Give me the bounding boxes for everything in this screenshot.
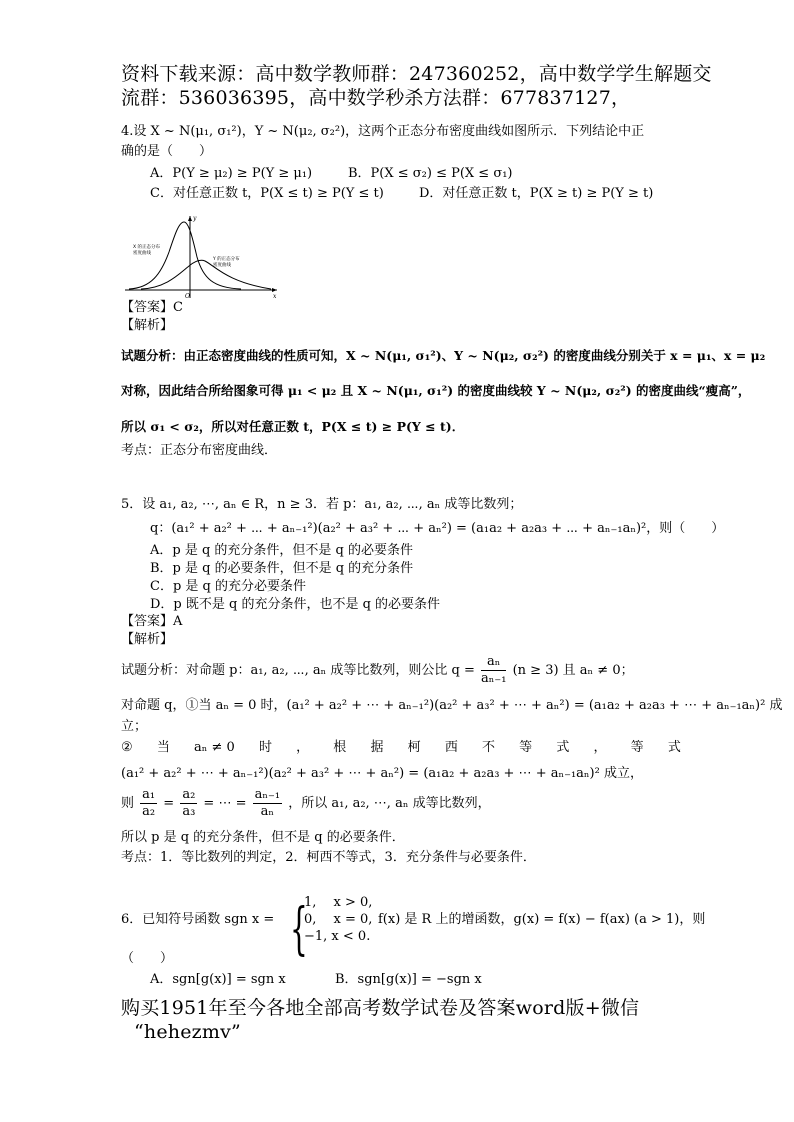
- q5-a1-pre: 试题分析：对命题 p：a₁, a₂, ⋯, aₙ 成等比数列，则公比 q =: [121, 663, 475, 678]
- q4-kaodian: 考点：正态分布密度曲线．: [121, 443, 278, 458]
- footer-line-2: “hehezmv”: [134, 1021, 241, 1043]
- q6-option-b: B．sgn[g(x)] = −sgn x: [335, 972, 482, 987]
- q5-fraction-2: [180, 787, 197, 820]
- q5-a4-part: 西: [444, 740, 458, 755]
- q4-analysis-line-3: 所以 σ₁ < σ₂，所以对任意正数 t，P(X ≤ t) ≥ P(Y ≤ t)．: [121, 419, 465, 434]
- q4-analysis-title: 【解析】: [121, 318, 174, 333]
- q5-a4-part: 柯: [407, 740, 421, 755]
- q5-a4-part: 时: [258, 740, 272, 755]
- q5-eq-2: = ⋯ =: [203, 796, 247, 811]
- graph-label-x-1: X 的正态分布: [133, 245, 161, 250]
- graph-label-y-1: Y 的正态分布: [213, 257, 240, 262]
- q5-a4-part: ②: [121, 740, 133, 755]
- q5-fraction-1-denominator: a₂: [142, 804, 156, 819]
- q5-analysis-line-6: [121, 787, 491, 821]
- normal-density-graph: [121, 212, 281, 302]
- q5-a6-post: ，所以 a₁, a₂, ⋯, aₙ 成等比数列，: [288, 796, 491, 811]
- q6-stem-pre: 6．已知符号函数 sgn x =: [121, 912, 275, 927]
- q5-analysis-line-5: (a₁² + a₂² + ⋯ + aₙ₋₁²)(a₂² + a₃² + ⋯ + aₙ²) = (a₁a₂ + a₂a₃ + ⋯ + aₙ₋₁aₙ)² 成立，: [121, 766, 643, 781]
- q6-paren: （ ）: [121, 951, 174, 966]
- q5-a4-part: ，: [296, 740, 310, 755]
- q4-answer: 【答案】C: [121, 300, 183, 315]
- q5-a4-part: 根: [333, 740, 347, 755]
- q4-stem-line-2: 确的是（ ）: [121, 144, 213, 159]
- q5-a1-post: (n ≥ 3) 且 aₙ ≠ 0；: [512, 663, 634, 678]
- q5-fraction-2-numerator: a₂: [182, 787, 196, 802]
- q6-option-a: A．sgn[g(x)] = sgn x: [150, 972, 286, 987]
- q4-option-a: A．P(Y ≥ μ₂) ≥ P(Y ≥ μ₁): [150, 166, 313, 181]
- q5-eq-1: =: [163, 796, 175, 811]
- q6-stem-post: f(x) 是 R 上的增函数，g(x) = f(x) − f(ax) (a > 1)，则: [378, 912, 706, 927]
- q6-piecewise-brace: {: [290, 897, 308, 962]
- q4-analysis-line-1: 试题分析：由正态密度曲线的性质可知，X ~ N(μ₁, σ₁²)、Y ~ N(μ₂, σ₂²) 的密度曲线分别关于 x = μ₁、x = μ₂: [121, 348, 766, 363]
- q4-option-b: B．P(X ≤ σ₂) ≤ P(X ≤ σ₁): [348, 166, 513, 181]
- graph-origin-label: O: [185, 293, 190, 300]
- q5-a4-part: 式: [667, 740, 681, 755]
- q5-ratio-numerator: aₙ: [481, 654, 506, 671]
- q5-a4-part: 等: [630, 740, 644, 755]
- x-axis-arrow: [272, 288, 277, 292]
- q5-option-d: D．p 既不是 q 的充分条件，也不是 q 的必要条件: [150, 597, 441, 612]
- q5-fraction-1: [140, 787, 157, 820]
- q5-ratio-denominator: aₙ₋₁: [481, 671, 507, 686]
- q5-analysis-line-7: 所以 p 是 q 的充分条件，但不是 q 的必要条件．: [121, 830, 405, 845]
- graph-label-y-2: 密度曲线: [213, 263, 231, 268]
- q5-a6-pre: 则: [121, 796, 135, 811]
- q6-piece-2: 0, x = 0,: [304, 912, 373, 927]
- q5-a4-part: 等: [519, 740, 533, 755]
- q4-analysis-line-2: 对称，因此结合所给图象可得 μ₁ < μ₂ 且 X ~ N(μ₁, σ₁²) 的密度曲线较 Y ~ N(μ₂, σ₂²) 的密度曲线“瘦高”，: [121, 383, 751, 398]
- q5-stem-line-1: 5．设 a₁, a₂, ⋯, aₙ ∈ R，n ≥ 3．若 p：a₁, a₂, ⋯, aₙ 成等比数列；: [121, 497, 523, 512]
- q5-option-b: B．p 是 q 的必要条件，但不是 q 的充分条件: [150, 561, 414, 576]
- q4-option-d: D．对任意正数 t，P(X ≥ t) ≥ P(Y ≥ t): [419, 186, 654, 201]
- q5-fraction-3-numerator: aₙ₋₁: [254, 787, 281, 802]
- q4-stem-line-1: 4.设 X ~ N(μ₁, σ₁²)，Y ~ N(μ₂, σ₂²)，这两个正态分布密度曲线如图所示．下列结论中正: [121, 124, 645, 139]
- q5-analysis-title: 【解析】: [121, 632, 174, 647]
- q5-option-c: C．p 是 q 的充分必要条件: [150, 579, 306, 594]
- q6-piece-3: −1, x < 0.: [304, 929, 371, 944]
- q5-fraction-3-denominator: aₙ: [260, 804, 275, 819]
- graph-label-x-2: 密度曲线: [133, 251, 151, 256]
- q5-fraction-1-numerator: a₁: [142, 787, 156, 802]
- q5-answer: 【答案】A: [121, 614, 183, 629]
- q5-kaodian: 考点：1．等比数列的判定，2．柯西不等式，3．充分条件与必要条件．: [121, 850, 536, 865]
- q5-stem-line-2: q：(a₁² + a₂² + ⋯ + aₙ₋₁²)(a₂² + a₃² + ⋯ + aₙ²) = (a₁a₂ + a₂a₃ + ⋯ + aₙ₋₁aₙ)²，则（ ）: [150, 521, 725, 536]
- q5-a4-part: 不: [481, 740, 495, 755]
- graph-axis-x-label: x: [273, 293, 277, 300]
- q5-analysis-line-4: [121, 739, 681, 757]
- q5-a4-part: ，: [593, 740, 607, 755]
- q5-a4-part: 式: [556, 740, 570, 755]
- y-axis-arrow: [188, 216, 192, 221]
- footer-line-1: 购买1951年至今各地全部高考数学试卷及答案word版+微信: [121, 997, 640, 1019]
- q5-analysis-line-2: 对命题 q，①当 aₙ = 0 时，(a₁² + a₂² + ⋯ + aₙ₋₁²)(a₂² + a₃² + ⋯ + aₙ²) = (a₁a₂ + a₂a₃ + ⋯ + aₙ₋₁aₙ)² 成: [121, 698, 783, 713]
- q5-a4-part: aₙ ≠ 0: [193, 740, 235, 755]
- q5-a4-part: 当: [156, 740, 170, 755]
- header-line-2: 流群：536036395，高中数学秒杀方法群：677837127，: [121, 87, 631, 109]
- q5-fraction-3: [253, 787, 282, 820]
- header-line-1: 资料下载来源：高中数学教师群：247360252，高中数学学生解题交: [121, 63, 712, 85]
- q5-analysis-line-3: 立；: [121, 719, 148, 734]
- q5-analysis-line-1: [121, 654, 634, 688]
- q5-ratio-fraction: [481, 654, 506, 687]
- graph-axis-y-label: y: [193, 215, 197, 222]
- q5-a4-part: 据: [370, 740, 384, 755]
- q4-option-c: C．对任意正数 t，P(X ≤ t) ≥ P(Y ≤ t): [150, 186, 384, 201]
- q5-option-a: A．p 是 q 的充分条件，但不是 q 的必要条件: [150, 543, 414, 558]
- q6-piece-1: 1, x > 0,: [304, 895, 373, 910]
- q5-fraction-2-denominator: a₃: [182, 804, 196, 819]
- y-density-curve: [141, 260, 271, 289]
